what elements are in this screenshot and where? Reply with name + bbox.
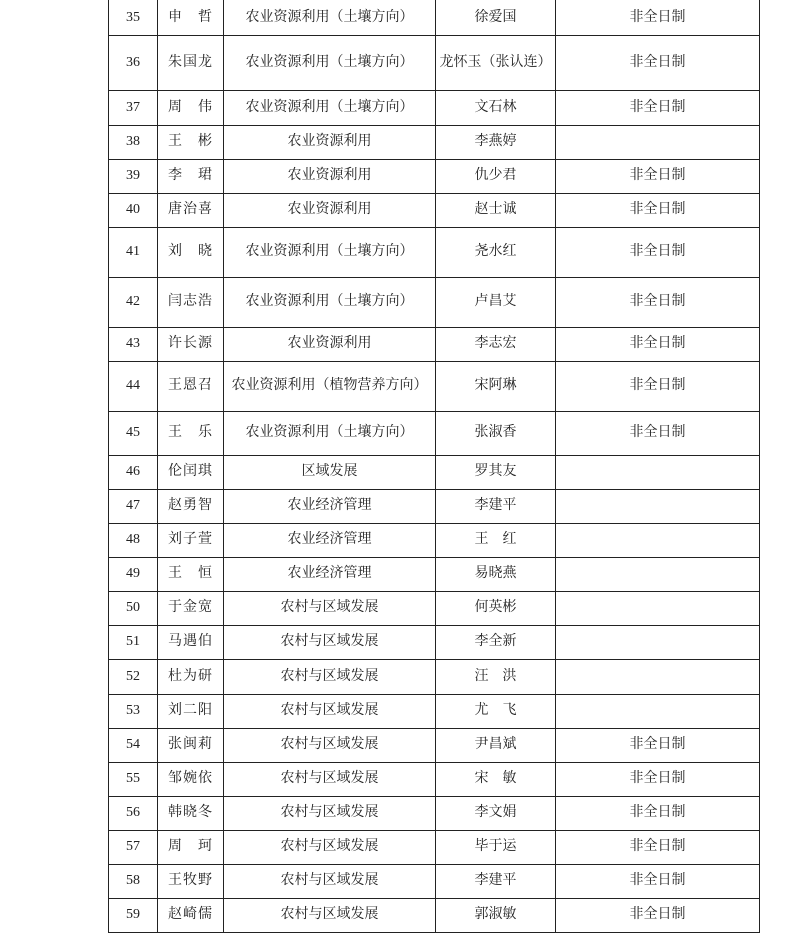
study-mode-cell: 非全日制 bbox=[556, 728, 760, 762]
advisor-cell: 徐爱国 bbox=[436, 0, 556, 35]
table-body bbox=[109, 0, 760, 932]
major-cell: 农业资源利用 bbox=[224, 125, 436, 159]
advisor-cell: 尧水红 bbox=[436, 227, 556, 277]
study-mode-cell: 非全日制 bbox=[556, 762, 760, 796]
row-number-cell: 56 bbox=[109, 796, 158, 830]
row-number-cell: 51 bbox=[109, 625, 158, 659]
student-name-cell: 王牧野 bbox=[158, 864, 224, 898]
study-mode-cell: 非全日制 bbox=[556, 796, 760, 830]
table-row bbox=[109, 277, 760, 327]
major-cell: 农业资源利用 bbox=[224, 159, 436, 193]
major-cell: 农村与区域发展 bbox=[224, 728, 436, 762]
advisor-cell: 宋阿琳 bbox=[436, 361, 556, 411]
study-mode-cell: 非全日制 bbox=[556, 35, 760, 90]
table-row bbox=[109, 489, 760, 523]
table-row bbox=[109, 796, 760, 830]
row-number-cell: 43 bbox=[109, 327, 158, 361]
row-number-cell: 42 bbox=[109, 277, 158, 327]
major-cell: 农业经济管理 bbox=[224, 557, 436, 591]
table-row bbox=[109, 625, 760, 659]
advisor-cell: 张淑香 bbox=[436, 411, 556, 455]
student-name-cell: 于金宽 bbox=[158, 591, 224, 625]
study-mode-cell bbox=[556, 694, 760, 728]
study-mode-cell: 非全日制 bbox=[556, 90, 760, 125]
major-cell: 农业资源利用（植物营养方向） bbox=[224, 361, 436, 411]
row-number-cell: 48 bbox=[109, 523, 158, 557]
student-name-cell: 赵崎儒 bbox=[158, 898, 224, 932]
row-number-cell: 39 bbox=[109, 159, 158, 193]
student-name-cell: 刘子萱 bbox=[158, 523, 224, 557]
row-number-cell: 35 bbox=[109, 0, 158, 35]
advisor-cell: 尤 飞 bbox=[436, 694, 556, 728]
student-name-cell: 李 珺 bbox=[158, 159, 224, 193]
student-name-cell: 赵勇智 bbox=[158, 489, 224, 523]
student-name-cell: 马遇伯 bbox=[158, 625, 224, 659]
table-row bbox=[109, 694, 760, 728]
advisor-cell: 宋 敏 bbox=[436, 762, 556, 796]
table-row bbox=[109, 557, 760, 591]
study-mode-cell: 非全日制 bbox=[556, 830, 760, 864]
major-cell: 农村与区域发展 bbox=[224, 659, 436, 694]
advisor-cell: 李全新 bbox=[436, 625, 556, 659]
student-name-cell: 王 乐 bbox=[158, 411, 224, 455]
advisor-cell: 李建平 bbox=[436, 489, 556, 523]
study-mode-cell: 非全日制 bbox=[556, 277, 760, 327]
advisor-cell: 文石林 bbox=[436, 90, 556, 125]
major-cell: 农业资源利用（土壤方向） bbox=[224, 35, 436, 90]
advisor-cell: 罗其友 bbox=[436, 455, 556, 489]
advisor-cell: 郭淑敏 bbox=[436, 898, 556, 932]
advisor-cell: 易晓燕 bbox=[436, 557, 556, 591]
row-number-cell: 44 bbox=[109, 361, 158, 411]
student-name-cell: 杜为研 bbox=[158, 659, 224, 694]
row-number-cell: 47 bbox=[109, 489, 158, 523]
table-row bbox=[109, 35, 760, 90]
row-number-cell: 37 bbox=[109, 90, 158, 125]
major-cell: 农业资源利用（土壤方向） bbox=[224, 277, 436, 327]
table-row bbox=[109, 0, 760, 35]
advisor-cell: 卢昌艾 bbox=[436, 277, 556, 327]
table-row bbox=[109, 659, 760, 694]
major-cell: 农村与区域发展 bbox=[224, 898, 436, 932]
major-cell: 农业资源利用（土壤方向） bbox=[224, 0, 436, 35]
student-name-cell: 邹婉依 bbox=[158, 762, 224, 796]
student-advisor-table bbox=[108, 0, 760, 933]
row-number-cell: 59 bbox=[109, 898, 158, 932]
student-name-cell: 刘二阳 bbox=[158, 694, 224, 728]
study-mode-cell bbox=[556, 489, 760, 523]
advisor-cell: 李建平 bbox=[436, 864, 556, 898]
student-name-cell: 唐治喜 bbox=[158, 193, 224, 227]
table-row bbox=[109, 411, 760, 455]
major-cell: 农村与区域发展 bbox=[224, 625, 436, 659]
study-mode-cell: 非全日制 bbox=[556, 864, 760, 898]
major-cell: 农村与区域发展 bbox=[224, 694, 436, 728]
advisor-cell: 仇少君 bbox=[436, 159, 556, 193]
major-cell: 区域发展 bbox=[224, 455, 436, 489]
major-cell: 农村与区域发展 bbox=[224, 762, 436, 796]
row-number-cell: 50 bbox=[109, 591, 158, 625]
student-name-cell: 周 伟 bbox=[158, 90, 224, 125]
row-number-cell: 58 bbox=[109, 864, 158, 898]
major-cell: 农业资源利用（土壤方向） bbox=[224, 90, 436, 125]
study-mode-cell bbox=[556, 455, 760, 489]
row-number-cell: 40 bbox=[109, 193, 158, 227]
major-cell: 农村与区域发展 bbox=[224, 796, 436, 830]
study-mode-cell: 非全日制 bbox=[556, 227, 760, 277]
table-row bbox=[109, 159, 760, 193]
student-name-cell: 伦闰琪 bbox=[158, 455, 224, 489]
advisor-cell: 龙怀玉（张认连） bbox=[436, 35, 556, 90]
row-number-cell: 52 bbox=[109, 659, 158, 694]
row-number-cell: 57 bbox=[109, 830, 158, 864]
student-name-cell: 刘 晓 bbox=[158, 227, 224, 277]
student-name-cell: 张闽莉 bbox=[158, 728, 224, 762]
study-mode-cell bbox=[556, 625, 760, 659]
study-mode-cell: 非全日制 bbox=[556, 327, 760, 361]
student-name-cell: 许长源 bbox=[158, 327, 224, 361]
major-cell: 农村与区域发展 bbox=[224, 591, 436, 625]
advisor-cell: 毕于运 bbox=[436, 830, 556, 864]
row-number-cell: 54 bbox=[109, 728, 158, 762]
major-cell: 农村与区域发展 bbox=[224, 864, 436, 898]
table-row bbox=[109, 90, 760, 125]
advisor-cell: 赵士诚 bbox=[436, 193, 556, 227]
advisor-cell: 何英彬 bbox=[436, 591, 556, 625]
table-row bbox=[109, 523, 760, 557]
table-row bbox=[109, 227, 760, 277]
student-name-cell: 王 彬 bbox=[158, 125, 224, 159]
major-cell: 农业资源利用（土壤方向） bbox=[224, 227, 436, 277]
row-number-cell: 41 bbox=[109, 227, 158, 277]
table-row bbox=[109, 125, 760, 159]
major-cell: 农业资源利用（土壤方向） bbox=[224, 411, 436, 455]
study-mode-cell: 非全日制 bbox=[556, 193, 760, 227]
major-cell: 农业资源利用 bbox=[224, 327, 436, 361]
study-mode-cell: 非全日制 bbox=[556, 898, 760, 932]
advisor-cell: 李文娟 bbox=[436, 796, 556, 830]
student-name-cell: 王 恒 bbox=[158, 557, 224, 591]
study-mode-cell: 非全日制 bbox=[556, 159, 760, 193]
table-row bbox=[109, 327, 760, 361]
study-mode-cell: 非全日制 bbox=[556, 411, 760, 455]
major-cell: 农业资源利用 bbox=[224, 193, 436, 227]
table-row bbox=[109, 898, 760, 932]
study-mode-cell bbox=[556, 591, 760, 625]
study-mode-cell bbox=[556, 523, 760, 557]
advisor-cell: 尹昌斌 bbox=[436, 728, 556, 762]
study-mode-cell bbox=[556, 557, 760, 591]
row-number-cell: 53 bbox=[109, 694, 158, 728]
row-number-cell: 38 bbox=[109, 125, 158, 159]
row-number-cell: 49 bbox=[109, 557, 158, 591]
study-mode-cell bbox=[556, 659, 760, 694]
study-mode-cell bbox=[556, 125, 760, 159]
table-row bbox=[109, 830, 760, 864]
table-row bbox=[109, 864, 760, 898]
major-cell: 农业经济管理 bbox=[224, 523, 436, 557]
row-number-cell: 55 bbox=[109, 762, 158, 796]
row-number-cell: 36 bbox=[109, 35, 158, 90]
table-row bbox=[109, 728, 760, 762]
table-row bbox=[109, 361, 760, 411]
advisor-cell: 李志宏 bbox=[436, 327, 556, 361]
student-name-cell: 闫志浩 bbox=[158, 277, 224, 327]
row-number-cell: 45 bbox=[109, 411, 158, 455]
table-row bbox=[109, 591, 760, 625]
table-row bbox=[109, 193, 760, 227]
advisor-cell: 王 红 bbox=[436, 523, 556, 557]
study-mode-cell: 非全日制 bbox=[556, 0, 760, 35]
student-name-cell: 韩晓冬 bbox=[158, 796, 224, 830]
table-row bbox=[109, 455, 760, 489]
student-name-cell: 朱国龙 bbox=[158, 35, 224, 90]
major-cell: 农业经济管理 bbox=[224, 489, 436, 523]
student-name-cell: 申 哲 bbox=[158, 0, 224, 35]
table-row bbox=[109, 762, 760, 796]
major-cell: 农村与区域发展 bbox=[224, 830, 436, 864]
advisor-cell: 汪 洪 bbox=[436, 659, 556, 694]
row-number-cell: 46 bbox=[109, 455, 158, 489]
study-mode-cell: 非全日制 bbox=[556, 361, 760, 411]
student-name-cell: 王恩召 bbox=[158, 361, 224, 411]
student-name-cell: 周 珂 bbox=[158, 830, 224, 864]
advisor-cell: 李燕婷 bbox=[436, 125, 556, 159]
